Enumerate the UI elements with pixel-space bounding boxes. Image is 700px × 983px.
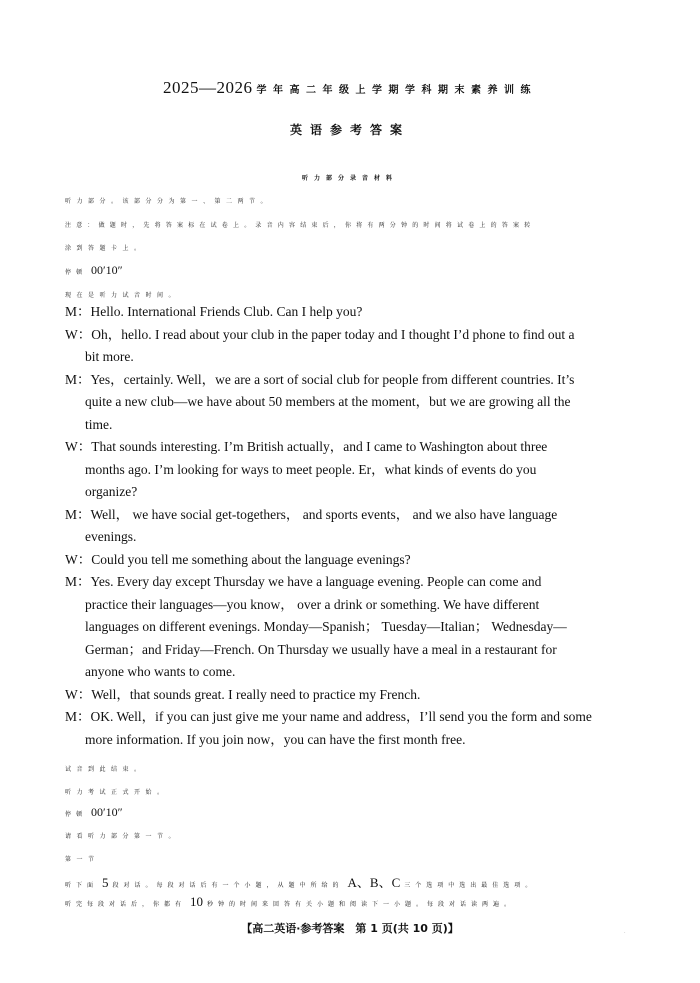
dialogue-line: time. (85, 416, 113, 432)
dialogue-line: W：Oh，hello. I read about your club in the paper today and I thought I’d phone to find out a (65, 326, 575, 342)
intro-line-2: 注意：做题时，先将答案标在试卷上。录音内容结束后，你将有两分钟的时间将试卷上的答案转 (65, 222, 536, 229)
dialogue (65, 301, 635, 751)
intro-line-4: 现在是听力试音时间。 (65, 292, 181, 299)
dialogue-line: German；and Friday—French. On Thursday we usually have a meal in a restaurant for (85, 641, 557, 657)
outro-options: A、B、C (347, 875, 401, 890)
pause-time: 00′10″ (91, 805, 123, 819)
page-subtitle: 英语参考答案 (289, 123, 410, 137)
dialogue-line: more information. If you join now，you can have the first month free. (85, 731, 466, 747)
dialogue-line: M：Well， we have social get-togethers， and sports events， and we also have language (65, 506, 558, 522)
dialogue-line: months ago. I’m looking for ways to meet people. Er，what kinds of events do you (85, 461, 537, 477)
outro-line-1: 试音到此结束。 (65, 766, 146, 773)
pause-label: 停顿 (65, 269, 88, 276)
outro-text: 秒钟的时间来回答有关小题和阅读下一小题。每段对话读两遍。 (207, 901, 516, 908)
title-years: 2025—2026 (163, 78, 253, 97)
pause-marker-2 (65, 801, 123, 820)
outro-number: 5 (102, 875, 109, 890)
dialogue-line: anyone who wants to come. (85, 664, 236, 679)
dialogue-line: M：OK. Well，if you can just give me your name and address，I’ll send you the form and some (65, 709, 592, 724)
outro-line-4: 第一节 (65, 856, 100, 863)
intro-line-1: 听力部分。该部分分为第一、第二两节。 (65, 198, 273, 205)
outro-line-6 (65, 894, 515, 910)
pause-marker-1 (65, 259, 123, 278)
dialogue-line: evenings. (85, 529, 137, 544)
intro-line-3: 涂到答题卡上。 (65, 245, 146, 252)
dialogue-line: quite a new club—we have about 50 members at the moment，but we are growing all the (85, 394, 571, 409)
dialogue-line: practice their languages—you know， over a drink or something. We have different (85, 596, 540, 612)
outro-text: 听下面 (65, 882, 99, 889)
dialogue-line: M：Hello. International Friends Club. Can I help you? (65, 304, 363, 319)
page-footer: 【高二英语·参考答案 第 1 页(共 10 页)】 (241, 922, 459, 935)
outro-text: 段对话。每段对话后有一个小题，从题中所给的 (112, 882, 344, 889)
footer-mark: · (624, 930, 626, 936)
dialogue-line: languages on different evenings. Monday—Spanish； Tuesday—Italian； Wednesday— (85, 619, 567, 634)
outro-line-2: 听力考试正式开始。 (65, 789, 169, 796)
dialogue-line: M：Yes，certainly. Well，we are a sort of social club for people from different countries. It’s (65, 371, 575, 387)
dialogue-line: bit more. (85, 349, 134, 364)
dialogue-line: M：Yes. Every day except Thursday we have a language evening. People can come and (65, 574, 542, 589)
outro-text: 听完每段对话后，你都有 (65, 901, 187, 908)
page-title (0, 78, 700, 98)
title-text: 学年高二年级上学期学科期末素养训练 (256, 85, 537, 96)
section-heading: 听力部分录音材料 (301, 175, 398, 182)
dialogue-line: W：That sounds interesting. I’m British actually，and I came to Washington about three (65, 439, 548, 454)
outro-line-5 (65, 872, 536, 891)
outro-number: 10 (190, 894, 204, 909)
pause-time: 00′10″ (91, 263, 123, 277)
dialogue-line: W：Well，that sounds great. I really need to practice my French. (65, 686, 421, 702)
dialogue-line: W：Could you tell me something about the language evenings? (65, 551, 411, 567)
dialogue-line: organize? (85, 484, 138, 499)
outro-text: 三个选项中选出最佳选项。 (404, 882, 537, 889)
outro-line-3: 请看听力部分第一节。 (65, 833, 181, 840)
pause-label: 停顿 (65, 811, 88, 818)
